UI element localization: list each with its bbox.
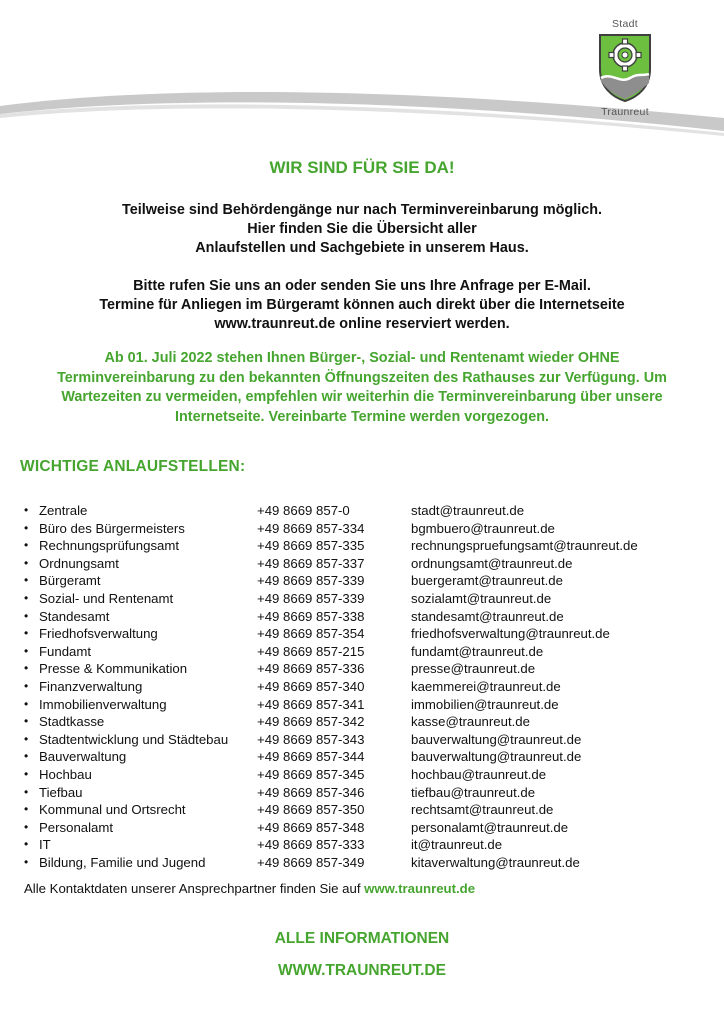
list-item <box>24 572 714 590</box>
contact-email[interactable]: stadt@traunreut.de <box>411 503 525 518</box>
contact-name: Bauverwaltung <box>39 749 127 765</box>
contact-phone[interactable]: +49 8669 857-333 <box>257 837 365 853</box>
contact-phone[interactable]: +49 8669 857-349 <box>257 854 365 870</box>
list-item <box>24 643 714 661</box>
list-item <box>24 537 714 555</box>
bullet-icon: • <box>24 784 29 799</box>
contact-name: Finanzverwaltung <box>39 678 143 694</box>
contact-phone[interactable]: +49 8669 857-354 <box>257 626 365 642</box>
list-item <box>24 801 714 819</box>
bullet-icon: • <box>24 573 29 588</box>
contact-phone[interactable]: +49 8669 857-215 <box>257 643 365 659</box>
footer-note-text: Alle Kontaktdaten unserer Ansprechpartner finden Sie auf <box>24 881 361 896</box>
list-item <box>24 660 714 678</box>
coat-of-arms-icon <box>598 33 652 103</box>
contact-name: Stadtkasse <box>39 714 105 730</box>
contact-phone[interactable]: +49 8669 857-336 <box>257 661 365 677</box>
contact-name: Rechnungsprüfungsamt <box>39 538 180 554</box>
notice-text <box>20 349 704 427</box>
bullet-icon: • <box>24 819 29 834</box>
contact-email[interactable]: immobilien@traunreut.de <box>411 696 559 712</box>
footer-website-link[interactable]: www.traunreut.de <box>364 881 476 896</box>
bullet-icon: • <box>24 696 29 711</box>
contact-phone[interactable]: +49 8669 857-350 <box>257 802 365 818</box>
contact-phone[interactable]: +49 8669 857-343 <box>257 731 365 747</box>
list-item <box>24 625 714 643</box>
contact-email[interactable]: bauverwaltung@traunreut.de <box>411 749 582 765</box>
notice-line: Internetseite. Vereinbarte Termine werden vorgezogen. <box>174 408 549 425</box>
headline: WIR SIND FÜR SIE DA! <box>269 158 455 177</box>
list-item <box>24 696 714 714</box>
intro-line: Anlaufstellen und Sachgebiete in unserem Haus. <box>195 240 529 256</box>
bullet-icon: • <box>24 731 29 746</box>
list-item <box>24 836 714 854</box>
bullet-icon: • <box>24 766 29 781</box>
bullet-icon: • <box>24 555 29 570</box>
list-item <box>24 555 714 573</box>
contact-phone[interactable]: +49 8669 857-341 <box>257 696 365 712</box>
bullet-icon: • <box>24 590 29 605</box>
notice-line: Ab 01. Juli 2022 stehen Ihnen Bürger-, Sozial- und Rentenamt wieder OHNE <box>104 350 620 366</box>
intro-line: Termine für Anliegen im Bürgeramt können auch direkt über die Internetseite <box>99 297 625 313</box>
bullet-icon: • <box>24 749 29 764</box>
contact-name: Personalamt <box>39 819 114 835</box>
contact-name: Kommunal und Ortsrecht <box>39 802 186 818</box>
list-item <box>24 819 714 837</box>
bullet-icon: • <box>24 520 29 535</box>
list-item <box>24 784 714 802</box>
footer-note <box>24 881 475 896</box>
contact-name: Fundamt <box>39 643 92 659</box>
contact-name: Ordnungsamt <box>39 555 119 571</box>
contact-email[interactable]: standesamt@traunreut.de <box>411 608 564 624</box>
contact-email[interactable]: it@traunreut.de <box>411 837 503 853</box>
contact-phone[interactable]: +49 8669 857-340 <box>257 678 365 694</box>
contact-email[interactable]: bauverwaltung@traunreut.de <box>411 731 582 747</box>
contact-email[interactable]: friedhofsverwaltung@traunreut.de <box>411 626 610 642</box>
contact-name: Tiefbau <box>39 784 83 800</box>
contact-phone[interactable]: +49 8669 857-348 <box>257 819 365 835</box>
bullet-icon: • <box>24 854 29 869</box>
bullet-icon: • <box>24 837 29 852</box>
list-item <box>24 590 714 608</box>
notice-line: Wartezeiten zu vermeiden, empfehlen wir weiterhin die Terminvereinbarung über unsere <box>61 389 663 405</box>
contact-email[interactable]: personalamt@traunreut.de <box>411 819 569 835</box>
intro-line: Hier finden Sie die Übersicht aller <box>247 221 477 237</box>
list-item <box>24 520 714 538</box>
list-item <box>24 608 714 626</box>
intro-line: www.traunreut.de online reserviert werden. <box>214 316 510 332</box>
intro-line: Bitte rufen Sie uns an oder senden Sie uns Ihre Anfrage per E-Mail. <box>133 278 591 294</box>
list-item <box>24 748 714 766</box>
list-item <box>24 766 714 784</box>
contact-phone[interactable]: +49 8669 857-345 <box>257 766 365 782</box>
section-title: WICHTIGE ANLAUFSTELLEN: <box>20 458 246 475</box>
intro-text <box>0 201 724 334</box>
contact-email[interactable]: sozialamt@traunreut.de <box>411 590 552 606</box>
bullet-icon: • <box>24 678 29 693</box>
contact-name: Presse & Kommunikation <box>39 661 188 677</box>
intro-line: Teilweise sind Behördengänge nur nach Terminvereinbarung möglich. <box>121 202 603 218</box>
contact-phone[interactable]: +49 8669 857-344 <box>257 749 365 765</box>
contact-phone[interactable]: +49 8669 857-0 <box>257 503 350 518</box>
contact-phone[interactable]: +49 8669 857-337 <box>257 555 365 571</box>
list-item <box>24 502 714 520</box>
contact-name: Büro des Bürgermeisters <box>39 520 185 536</box>
contact-phone[interactable]: +49 8669 857-346 <box>257 784 365 800</box>
contact-list <box>24 502 714 871</box>
contact-name: Bildung, Familie und Jugend <box>39 854 206 870</box>
notice-line: Terminvereinbarung zu den bekannten Öffnungszeiten des Rathauses zur Verfügung. Um <box>57 369 667 386</box>
contact-email[interactable]: ordnungsamt@traunreut.de <box>411 555 573 571</box>
logo-top-word: Stadt <box>611 18 639 30</box>
contact-name: Sozial- und Rentenamt <box>39 590 174 606</box>
contact-email[interactable]: rechnungspruefungsamt@traunreut.de <box>411 538 638 554</box>
contact-email[interactable]: kasse@traunreut.de <box>411 714 530 730</box>
contact-phone[interactable]: +49 8669 857-338 <box>257 608 365 624</box>
contact-email[interactable]: buergeramt@traunreut.de <box>411 573 563 589</box>
contact-email[interactable]: bgmbuero@traunreut.de <box>411 520 555 536</box>
contact-name: Zentrale <box>39 503 88 518</box>
city-logo[interactable] <box>588 18 662 118</box>
contact-name: IT <box>39 837 51 853</box>
list-item <box>24 854 714 872</box>
contact-email[interactable]: tiefbau@traunreut.de <box>411 784 536 800</box>
bullet-icon: • <box>24 714 29 729</box>
contact-email[interactable]: rechtsamt@traunreut.de <box>411 802 554 818</box>
contact-name: Standesamt <box>39 608 110 624</box>
contact-name: Stadtentwicklung und Städtebau <box>39 731 229 747</box>
cta-all-information: ALLE INFORMATIONEN <box>274 930 450 947</box>
list-item <box>24 678 714 696</box>
contact-email[interactable]: presse@traunreut.de <box>411 661 536 677</box>
contact-name: Friedhofsverwaltung <box>39 626 158 642</box>
contact-phone[interactable]: +49 8669 857-339 <box>257 590 365 606</box>
list-item <box>24 731 714 749</box>
contact-phone[interactable]: +49 8669 857-342 <box>257 714 365 730</box>
contact-name: Bürgeramt <box>39 573 101 589</box>
contact-email[interactable]: kaemmerei@traunreut.de <box>411 678 561 694</box>
contact-name: Immobilienverwaltung <box>39 696 167 712</box>
contact-phone[interactable]: +49 8669 857-335 <box>257 538 365 554</box>
contact-email[interactable]: fundamt@traunreut.de <box>411 643 544 659</box>
bullet-icon: • <box>24 626 29 641</box>
bullet-icon: • <box>24 608 29 623</box>
bullet-icon: • <box>24 802 29 817</box>
bullet-icon: • <box>24 503 29 517</box>
contact-phone[interactable]: +49 8669 857-334 <box>257 520 365 536</box>
bullet-icon: • <box>24 643 29 658</box>
cta-website-link[interactable]: WWW.TRAUNREUT.DE <box>278 962 446 979</box>
contact-name: Hochbau <box>39 766 92 782</box>
list-item <box>24 713 714 731</box>
bullet-icon: • <box>24 538 29 553</box>
contact-phone[interactable]: +49 8669 857-339 <box>257 573 365 589</box>
contact-email[interactable]: hochbau@traunreut.de <box>411 766 547 782</box>
logo-bottom-word: Traunreut <box>601 106 649 118</box>
bullet-icon: • <box>24 661 29 676</box>
contact-email[interactable]: kitaverwaltung@traunreut.de <box>411 854 580 870</box>
